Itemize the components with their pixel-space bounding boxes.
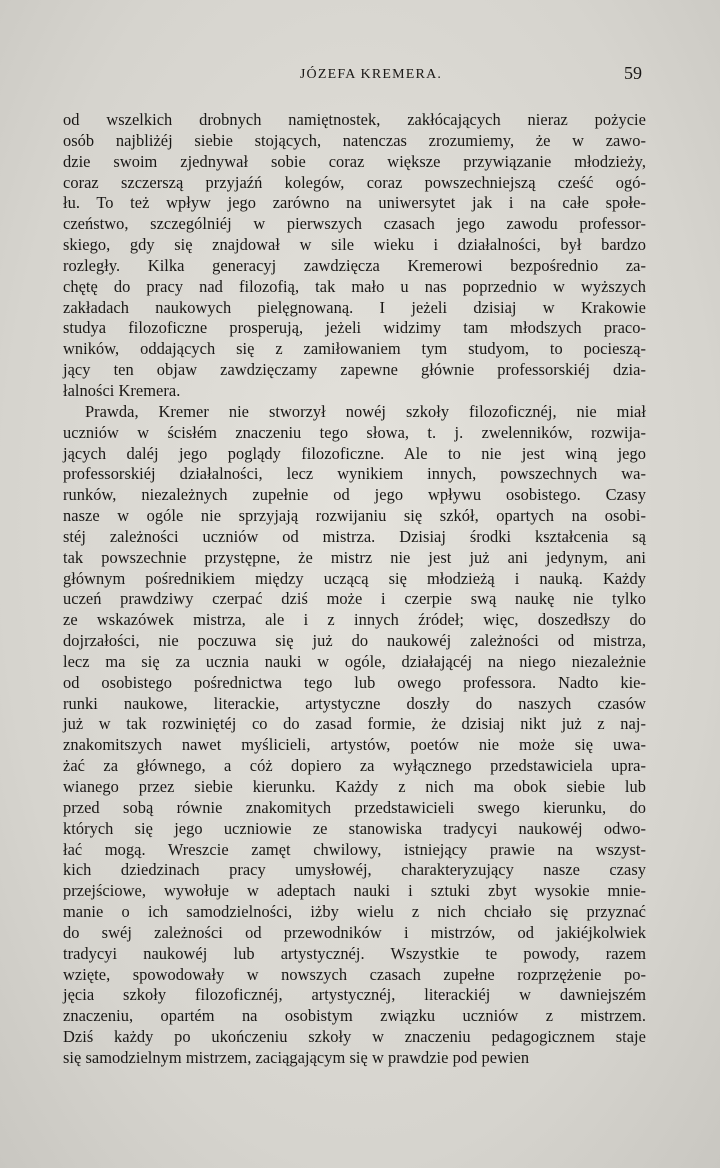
text-line: runki naukowe, literackie, artystyczne doszły do naszych czasów [63,693,646,713]
text-line: łu. To też wpływ jego zarówno na uniwersytet jak i na całe społe- [63,193,646,213]
text-line: znakomitszych nawet myślicieli, artystów, poetów nie może się uwa- [63,735,646,755]
text-line: głównym pośrednikiem między uczącą się młodzieżą i nauką. Każdy [63,568,646,588]
text-line: kich dziedzinach pracy umysłowéj, charakteryzujący nasze czasy [63,860,646,880]
text-line: dojrzałości, nie poczuwa się już do naukowéj zależności od mistrza, [63,631,646,651]
text-line: już w tak rozwiniętéj co do zasad formie, że dzisiaj nikt już z naj- [63,714,646,734]
text-line: chętę do pracy nad filozofią, tak mało u nas poprzednio w wyższych [63,276,646,296]
running-head: JÓZEFA KREMERA. [299,67,443,82]
text-line: professorskiéj działalności, lecz wynikiem innych, powszechnych wa- [63,464,646,484]
text-line: osób najbliżéj siebie stojących, natenczas zrozumiemy, że w zawo- [63,130,646,150]
text-line: stéj zależności uczniów od mistrza. Dzisiaj środki kształcenia są [63,526,646,546]
text-line: uczniów w ścisłém znaczeniu tego słowa, t. j. zwelenników, rozwija- [63,422,646,442]
page-header [0,63,720,89]
text-line: rozległy. Kilka generacyj zawdzięcza Kremerowi bezpośrednio za- [63,255,646,275]
text-line: dzie swoim zjednywał sobie coraz większe przywiązanie młodzieży, [63,151,646,171]
text-line: tradycyi naukowéj lub artystycznéj. Wszystkie te powody, razem [63,943,646,963]
text-line: łać mogą. Wreszcie zamęt chwilowy, istniejący prawie na wszyst- [63,839,646,859]
text-line: uczeń prawdziwy czerpać dziś może i czerpie swą naukę nie tylko [63,589,646,609]
text-line: wzięte, spowodowały w nowszych czasach zupełne rozprzężenie po- [63,964,646,984]
paragraph [63,110,646,402]
text-line: nasze w ogóle nie sprzyjają rozwijaniu się szkół, opartych na osobi- [63,506,646,526]
text-line: czeństwo, szczególniéj w pierwszych czasach jego zawodu professor- [63,214,646,234]
text-line: runków, niezależnych zupełnie od jego wpływu osobistego. Czasy [63,485,646,505]
text-line: tak powszechnie przystępne, że mistrz nie jest już ani jedynym, ani [63,547,646,567]
text-line: lecz ma się za ucznia nauki w ogóle, działającéj na niego niezależnie [63,651,646,671]
text-line: od wszelkich drobnych namiętnostek, zakłócających nieraz pożycie [63,110,646,129]
text-line: których się jego uczniowie ze stanowiska tradycyi naukowéj odwo- [63,818,646,838]
text-line: ze wskazówek mistrza, ale i z innych źródeł; więc, doszedłszy do [63,610,646,630]
text-line: studya filozoficzne prosperują, jeżeli widzimy tam młodszych praco- [63,318,646,338]
text-line: jęcia szkoły filozoficznéj, artystycznéj, literackiéj w dawniejszém [63,985,646,1005]
text-line: się samodzielnym mistrzem, zaciągającym się w prawdzie pod pewien [63,1047,530,1067]
paragraph [63,402,646,1069]
text-line: znaczeniu, opartém na osobistym związku uczniów z mistrzem. [63,1006,646,1026]
text-line: do swéj zależności od przewodników i mistrzów, od jakiéjkolwiek [63,922,646,942]
text-line: zakładach naukowych pielęgnowaną. I jeżeli dzisiaj w Krakowie [63,297,646,317]
text-line: manie o ich samodzielności, iżby wielu z nich chciało się przyznać [63,902,646,922]
text-line: wianego przez siebie kierunku. Każdy z nich ma obok siebie lub [63,777,646,796]
page-number: 59 [624,63,642,83]
text-line: wników, oddających się z zamiłowaniem tym studyom, to pocieszą- [63,339,646,359]
text-line: jący ten objaw zawdzięczamy zapewne głównie professorskiéj dzia- [63,360,646,380]
body-text [63,110,646,1069]
text-line: Dziś każdy po ukończeniu szkoły w znaczeniu pedagogicznem staje [63,1027,646,1047]
text-line: żać za głównego, a cóż dopiero za wyłącznego przedstawiciela upra- [63,756,646,776]
text-line: przejściowe, wywołuje w adeptach nauki i sztuki zbyt wysokie mnie- [63,881,646,901]
text-line: skiego, gdy się znajdował w sile wieku i działalności, był bardzo [63,235,646,255]
text-line: jących daléj jego poglądy filozoficzne. Ale to nie jest winą jego [63,443,646,463]
text-line: coraz szczerszą przyjaźń kolegów, coraz powszechniejszą cześć ogó- [63,172,646,192]
text-line: Prawda, Kremer nie stworzył nowéj szkoły filozoficznéj, nie miał [85,401,646,421]
text-line: od osobistego pośrednictwa tego lub owego professora. Nadto kie- [63,672,646,692]
text-line: przed sobą równie znakomitych przedstawicieli swego kierunku, do [63,797,646,817]
text-line: łalności Kremera. [63,380,181,400]
